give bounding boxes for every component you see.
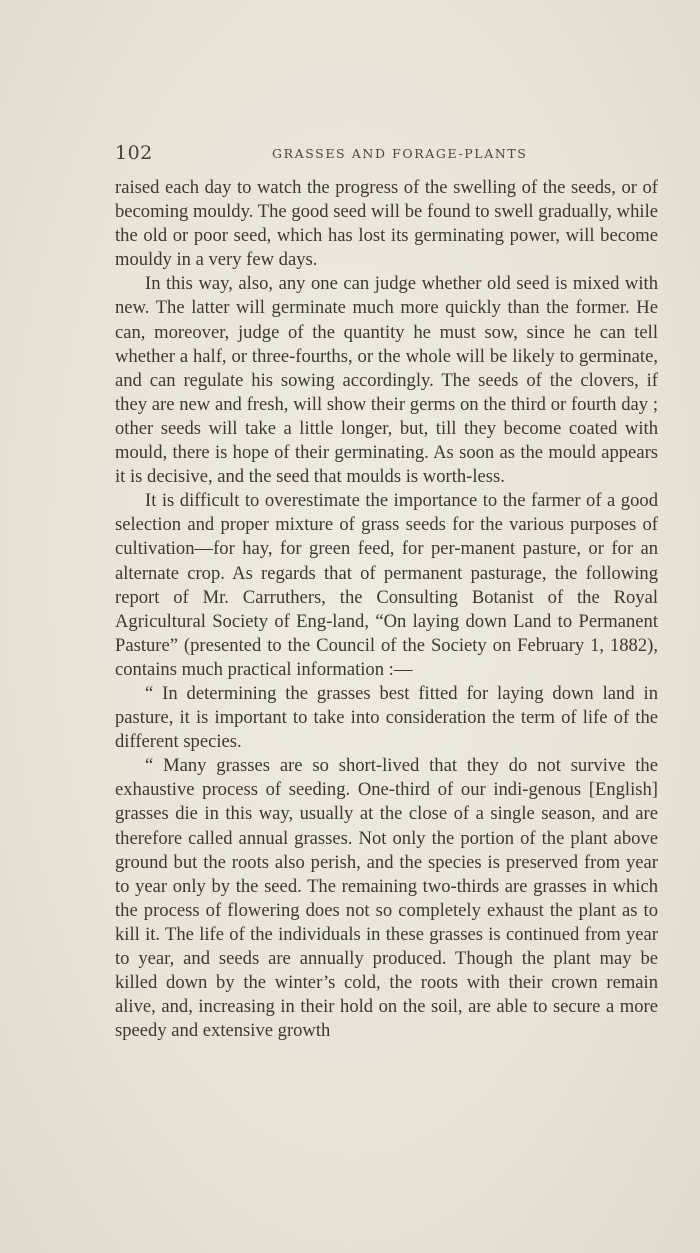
paragraph: In this way, also, any one can judge whether old seed is mixed with new. The latter will germinate much more quickly than the former. He can, moreover, judge of the quantity he must sow, since he can tell whether a half, or three-fourths, or the whole will be likely to germinate, and can regulate his sowing accordingly. The seeds of the clovers, if they are new and fresh, will show their germs on the third or fourth day ; other seeds will take a little longer, but, till they become coated with mould, there is hope of their germinating. As soon as the mould appears it is decisive, and the seed that moulds is worth-less. [115, 273, 658, 488]
page-header [115, 142, 655, 164]
body-text [115, 176, 658, 1043]
paragraph-continued: raised each day to watch the progress of the swelling of the seeds, or of becoming mouldy. The good seed will be found to swell gradually, while the old or poor seed, which has lost its germinating power, will become mouldy in a very few days. [115, 177, 658, 271]
paragraph: It is difficult to overestimate the importance to the farmer of a good selection and proper mixture of grass seeds for the various purposes of cultivation—for hay, for green feed, for per-manent pasture, or for an alternate crop. As regards that of permanent pasturage, the following report of Mr. Carruthers, the Consulting Botanist of the Royal Agricultural Society of Eng-land, “On laying down Land to Permanent Pasture” (presented to the Council of the Society on February 1, 1882), contains much practical information :— [115, 490, 658, 680]
quoted-paragraph: “ Many grasses are so short-lived that they do not survive the exhaustive process of seeding. One-third of our indi-genous [English] grasses die in this way, usually at the close of a single season, and are therefore called annual grasses. Not only the portion of the plant above ground but the roots also perish, and the species is preserved from year to year only by the seed. The remaining two-thirds are grasses in which the process of flowering does not so completely exhaust the plant as to kill it. The life of the individuals in these grasses is continued from year to year, and seeds are annually produced. Though the plant may be killed down by the winter’s cold, the roots with their crown remain alive, and, increasing in their hold on the soil, are able to secure a more speedy and extensive growth [115, 755, 658, 1042]
quoted-paragraph: “ In determining the grasses best fitted for laying down land in pasture, it is important to take into consideration the term of life of the different species. [115, 682, 658, 753]
page-number: 102 [115, 142, 153, 164]
running-head: GRASSES AND FORAGE-PLANTS [272, 146, 528, 161]
